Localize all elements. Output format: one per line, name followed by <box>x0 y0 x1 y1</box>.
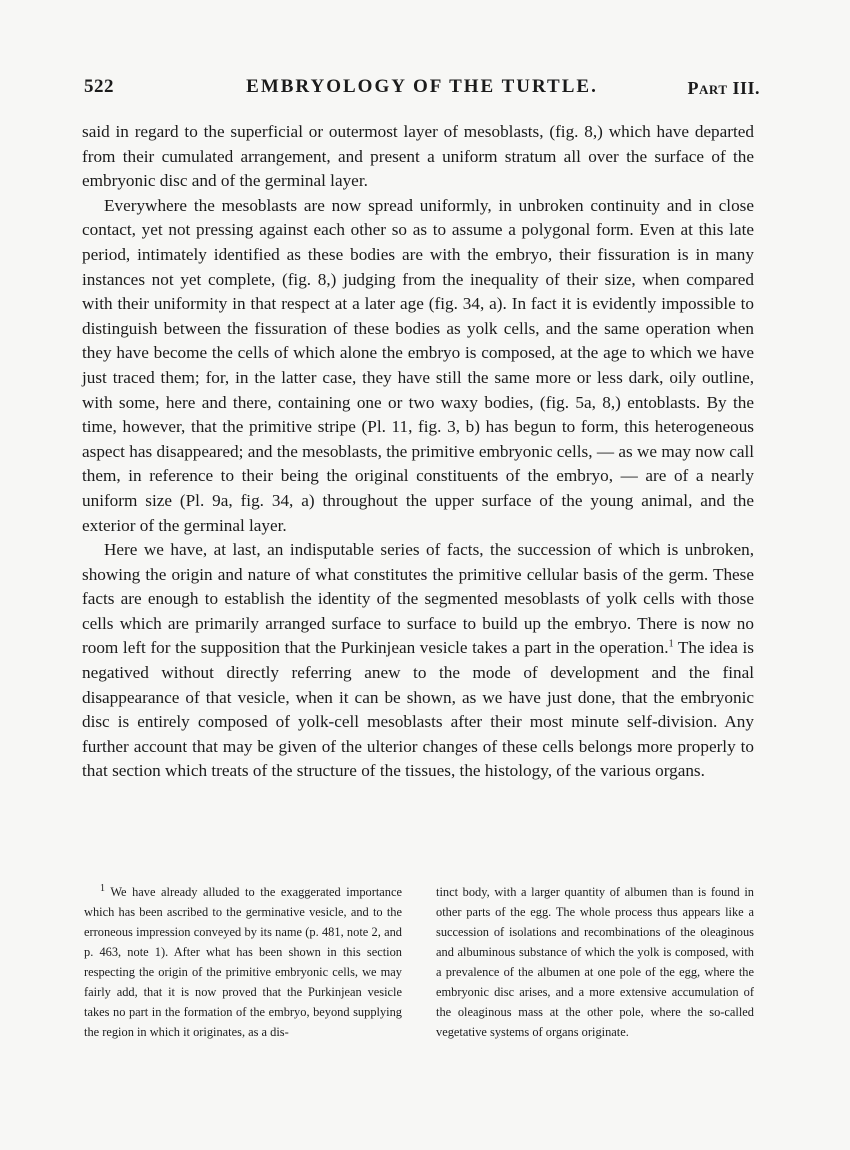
footnote-mark: 1 <box>100 882 105 894</box>
page-header <box>84 76 760 102</box>
footnote-column-right <box>436 882 754 1042</box>
paragraph-2: Everywhere the mesoblasts are now spread uniformly, in unbroken continuity and in close contact, yet not pressing against each other so as to assume a polygonal form. Even at this late period, intimately identified as these bodies are with the embryo, their fissuration is in many instances not yet complete, (fig. 8,) judging from the inequality of their size, when compared with their uniformity in that respect at a later age (fig. 34, a). In fact it is evidently impossible to distinguish between the fissuration of these bodies as yolk cells, and the same operation when they have become the cells of which alone the embryo is composed, at the age to which we have just traced them; for, in the latter case, they have still the same more or less dark, oily outline, with some, here and there, containing one or two waxy bodies, (fig. 5a, 8,) entoblasts. By the time, however, that the primitive stripe (Pl. 11, fig. 3, b) has begun to form, this heterogeneous aspect has disappeared; and the mesoblasts, the primitive embryonic cells, — as we may now call them, in reference to their being the original constituents of the embryo, — are of a nearly uniform size (Pl. 9a, fig. 34, a) throughout the upper surface of the young animal, and the exterior of the germinal layer. <box>82 195 754 535</box>
part-label: Part III. <box>687 78 760 98</box>
footnote-text-left: We have already alluded to the exaggerated importance which has been ascribed to the germinative vesicle, and to the erroneous impression conveyed by its name (p. 481, note 2, and p. 463, note 1). After what has been shown in this section respecting the origin of the primitive embryonic cells, we may fairly add, that it is now proved that the Purkinjean vesicle takes no part in the formation of the embryo, beyond supplying the region in which it originates, as a dis- <box>84 885 402 1039</box>
footnote-text-right: tinct body, with a larger quantity of albumen than is found in other parts of the egg. The whole process thus appears like a succession of isolations and recombinations of the oleaginous and albuminous substance of which the yolk is composed, with a prevalence of the albumen at one pole of the egg, where the embryonic disc arises, and a more extensive accumulation of the oleaginous mass at the other pole, where the so-called vegetative systems of organs originate. <box>436 885 754 1039</box>
footnote <box>84 882 754 1042</box>
paragraph-3-part-2: The idea is negatived without directly referring anew to the mode of development and the final disappearance of that vesicle, when it can be shown, as we have just done, that the embryonic disc is entirely composed of yolk-cell mesoblasts after their most minute self-division. Any further account that may be given of the ulterior changes of these cells belongs more properly to that section which treats of the structure of the tissues, the histology, of the various organs. <box>82 638 754 781</box>
paragraph-1: said in regard to the superficial or outermost layer of mesoblasts, (fig. 8,) which have departed from their cumulated arrangement, and present a uniform stratum all over the surface of the embryonic disc and of the germinal layer. <box>82 122 754 191</box>
paragraph-3-part-1: Here we have, at last, an indisputable series of facts, the succession of which is unbroken, showing the origin and nature of what constitutes the primitive cellular basis of the germ. These facts are enough to establish the identity of the segmented mesoblasts of yolk cells with those cells which are primarily arranged surface to surface to build up the embryo. There is now no room left for the supposition that the Purkinjean vesicle takes a part in the operation. <box>82 540 754 658</box>
footnote-reference: 1 <box>668 638 674 650</box>
main-text <box>82 120 754 784</box>
paragraph-3 <box>82 538 754 784</box>
footnote-column-left <box>84 882 402 1042</box>
page-number: 522 <box>84 76 114 97</box>
running-title: EMBRYOLOGY OF THE TURTLE. <box>246 76 598 97</box>
